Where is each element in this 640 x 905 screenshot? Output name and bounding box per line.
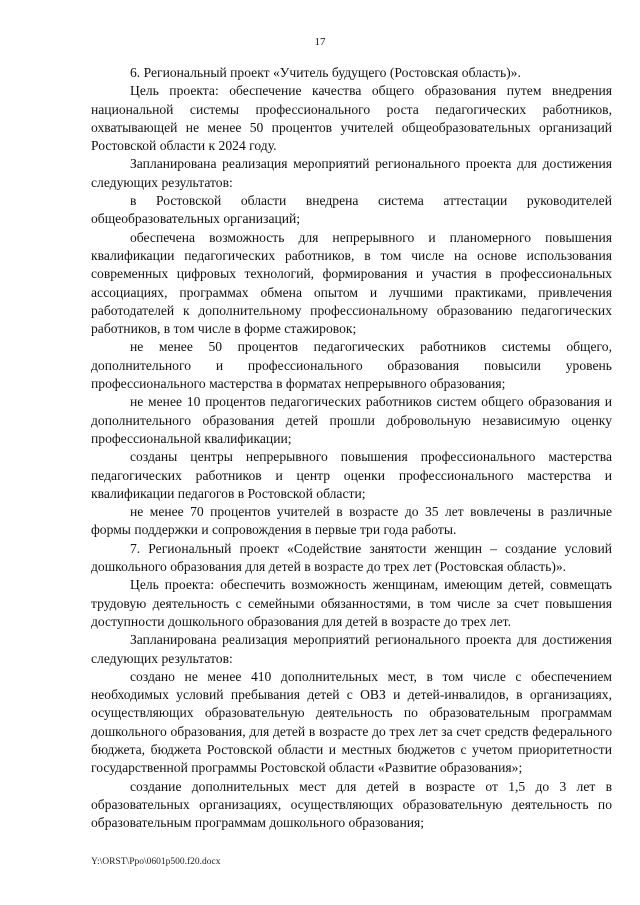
section-6-result-1: в Ростовской области внедрена система аттестации руководителей общеобразовательных организаций; xyxy=(91,193,612,227)
section-7-result-1: создано не менее 410 дополнительных мест, в том числе с обеспечением необходимых условий пребывания детей с ОВЗ и детей-инвалидов, в организациях, осуществляющих образовательную деятельность по образовательным программам дошкольного образования, для детей в возрасте до трех лет за счет средств федерального бюджета, бюджета Ростовской области и местных бюджетов с учетом приоритетности государственной программы Ростовской области «Развитие образования»; xyxy=(91,668,612,776)
section-7-goal: Цель проекта: обеспечить возможность женщинам, имеющим детей, совмещать трудовую деятельность с семейными обязанностями, в том числе за счет повышения доступности дошкольного образования для детей в возрасте до трех лет. xyxy=(91,577,612,629)
section-6-result-5: созданы центры непрерывного повышения профессионального мастерства педагогических работников и центр оценки профессионального мастерства и квалификации педагогов в Ростовской области; xyxy=(91,449,612,501)
section-6-results-intro: Запланирована реализация мероприятий регионального проекта для достижения следующих результатов: xyxy=(91,156,612,190)
footer-file-path: Y:\ORST\Ppo\0601p500.f20.docx xyxy=(91,857,221,867)
section-6-heading: 6. Региональный проект «Учитель будущего (Ростовская область)». xyxy=(130,65,521,80)
section-7-heading: 7. Региональный проект «Содействие занятости женщин – создание условий дошкольного образования для детей в возрасте до трех лет (Ростовская область)». xyxy=(91,540,612,575)
section-6-goal: Цель проекта: обеспечение качества общего образования путем внедрения национальной системы профессионального роста педагогических работников, охватывающей не менее 50 процентов учителей общеобразовательных организаций Ростовской области к 2024 году. xyxy=(91,83,612,154)
section-6-result-4: не менее 10 процентов педагогических работников систем общего образования и дополнительного образования детей прошли добровольную независимую оценку профессиональной квалификации; xyxy=(91,394,612,446)
page-number: 17 xyxy=(314,36,326,48)
section-6-result-6: не менее 70 процентов учителей в возрасте до 35 лет вовлечены в различные формы поддержки и сопровождения в первые три года работы. xyxy=(91,504,612,538)
section-6-result-3: не менее 50 процентов педагогических работников системы общего, дополнительного и профессионального образования повысили уровень профессионального мастерства в форматах непрерывного образования; xyxy=(91,339,612,392)
section-7-result-2: создание дополнительных мест для детей в возрасте от 1,5 до 3 лет в образовательных организациях, осуществляющих образовательную деятельность по образовательным программам дошкольного образования; xyxy=(91,778,612,831)
section-6-result-2: обеспечена возможность для непрерывного и планомерного повышения квалификации педагогических работников, в том числе на основе использования современных цифровых технологий, формирования и участия в профессиональных ассоциациях, программах обмена опытом и лучшими практиками, привлечения работодателей к дополнительному профессиональному образованию педагогических работников, в том числе в форме стажировок; xyxy=(91,229,612,337)
section-7-results-intro: Запланирована реализация мероприятий регионального проекта для достижения следующих результатов: xyxy=(91,632,612,666)
document-body xyxy=(91,64,612,832)
